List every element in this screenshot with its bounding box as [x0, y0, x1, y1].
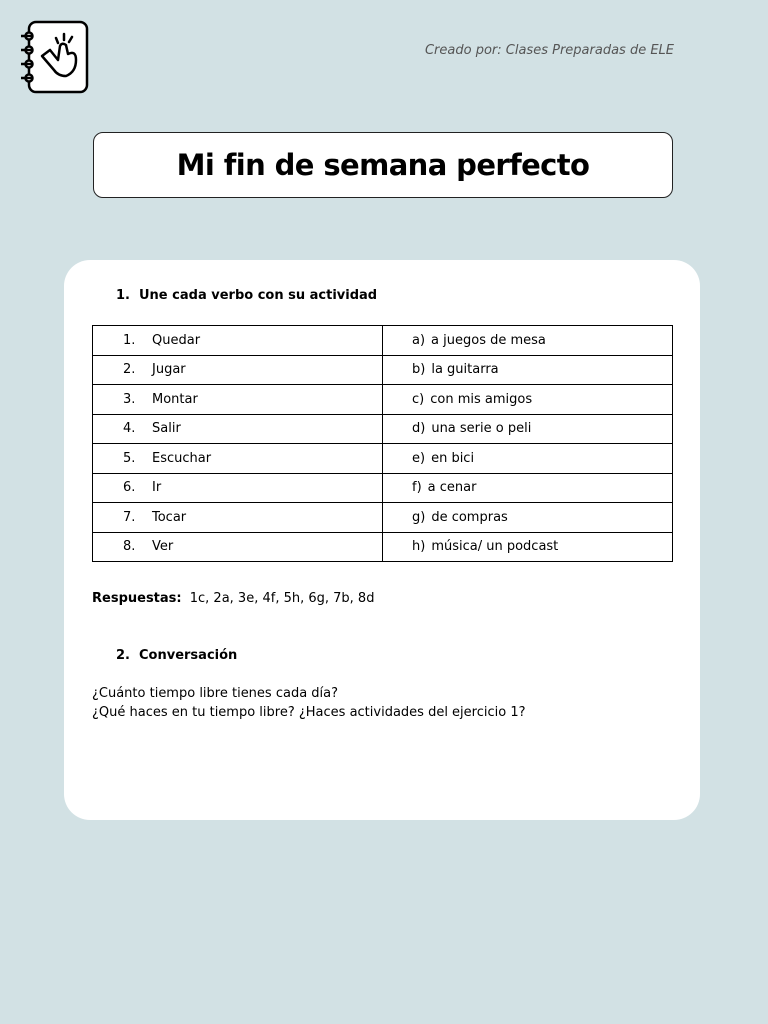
activity-cell [383, 503, 673, 533]
verb-number: 1. [123, 332, 136, 348]
matching-table [92, 325, 673, 562]
activity-letter: b) [412, 362, 426, 378]
table-row [93, 503, 673, 533]
verb-cell [93, 414, 383, 444]
conversation-question-1: ¿Cuánto tiempo libre tienes cada día? [92, 686, 339, 701]
activity-cell [383, 444, 673, 474]
activity-text: en bici [431, 450, 475, 466]
answers-value: 1c, 2a, 3e, 4f, 5h, 6g, 7b, 8d [189, 591, 375, 606]
activity-letter: f) [412, 480, 422, 496]
activity-cell [383, 355, 673, 385]
activity-text: a juegos de mesa [431, 332, 546, 348]
activity-text: música/ un podcast [431, 539, 559, 555]
verb-number: 8. [123, 539, 136, 555]
verb-cell [93, 473, 383, 503]
page-title: Mi fin de semana perfecto [176, 148, 590, 182]
title-box [93, 132, 673, 198]
activity-cell [383, 414, 673, 444]
worksheet-card [64, 260, 700, 820]
exercise-1-heading [116, 288, 377, 303]
verb-text: Salir [152, 421, 181, 437]
activity-cell [383, 473, 673, 503]
exercise-2-number: 2. [116, 648, 130, 663]
exercise-1-number: 1. [116, 288, 130, 303]
verb-number: 7. [123, 509, 136, 525]
table-row [93, 473, 673, 503]
verb-cell [93, 444, 383, 474]
activity-text: la guitarra [431, 362, 499, 378]
verb-cell [93, 385, 383, 415]
verb-cell [93, 532, 383, 562]
table-row [93, 414, 673, 444]
activity-text: de compras [431, 509, 508, 525]
exercise-1-title: Une cada verbo con su actividad [139, 288, 378, 303]
verb-text: Montar [152, 391, 198, 407]
verb-text: Quedar [152, 332, 201, 348]
notebook-hand-icon [20, 20, 90, 94]
activity-letter: h) [412, 539, 426, 555]
activity-letter: c) [412, 391, 425, 407]
table-row [93, 326, 673, 356]
exercise-2-heading [116, 648, 237, 663]
answers-line [92, 591, 374, 606]
author-credit: Creado por: Clases Preparadas de ELE [424, 43, 674, 58]
conversation-question-2: ¿Qué haces en tu tiempo libre? ¿Haces actividades del ejercicio 1? [92, 705, 526, 720]
verb-number: 2. [123, 362, 136, 378]
verb-cell [93, 326, 383, 356]
answers-label: Respuestas: [92, 591, 182, 606]
activity-letter: e) [412, 450, 426, 466]
verb-text: Escuchar [152, 450, 212, 466]
verb-text: Tocar [152, 509, 187, 525]
table-row [93, 532, 673, 562]
activity-text: a cenar [427, 480, 477, 496]
activity-cell [383, 385, 673, 415]
verb-number: 4. [123, 421, 136, 437]
verb-text: Ir [152, 480, 162, 496]
activity-letter: a) [412, 332, 426, 348]
verb-cell [93, 355, 383, 385]
verb-number: 5. [123, 450, 136, 466]
activity-text: con mis amigos [430, 391, 533, 407]
exercise-2-title: Conversación [139, 648, 238, 663]
table-row [93, 355, 673, 385]
verb-text: Ver [152, 539, 174, 555]
verb-cell [93, 503, 383, 533]
activity-text: una serie o peli [431, 421, 532, 437]
table-row [93, 444, 673, 474]
activity-cell [383, 532, 673, 562]
verb-text: Jugar [152, 362, 186, 378]
activity-letter: g) [412, 509, 426, 525]
verb-number: 6. [123, 480, 136, 496]
table-row [93, 385, 673, 415]
verb-number: 3. [123, 391, 136, 407]
activity-cell [383, 326, 673, 356]
activity-letter: d) [412, 421, 426, 437]
